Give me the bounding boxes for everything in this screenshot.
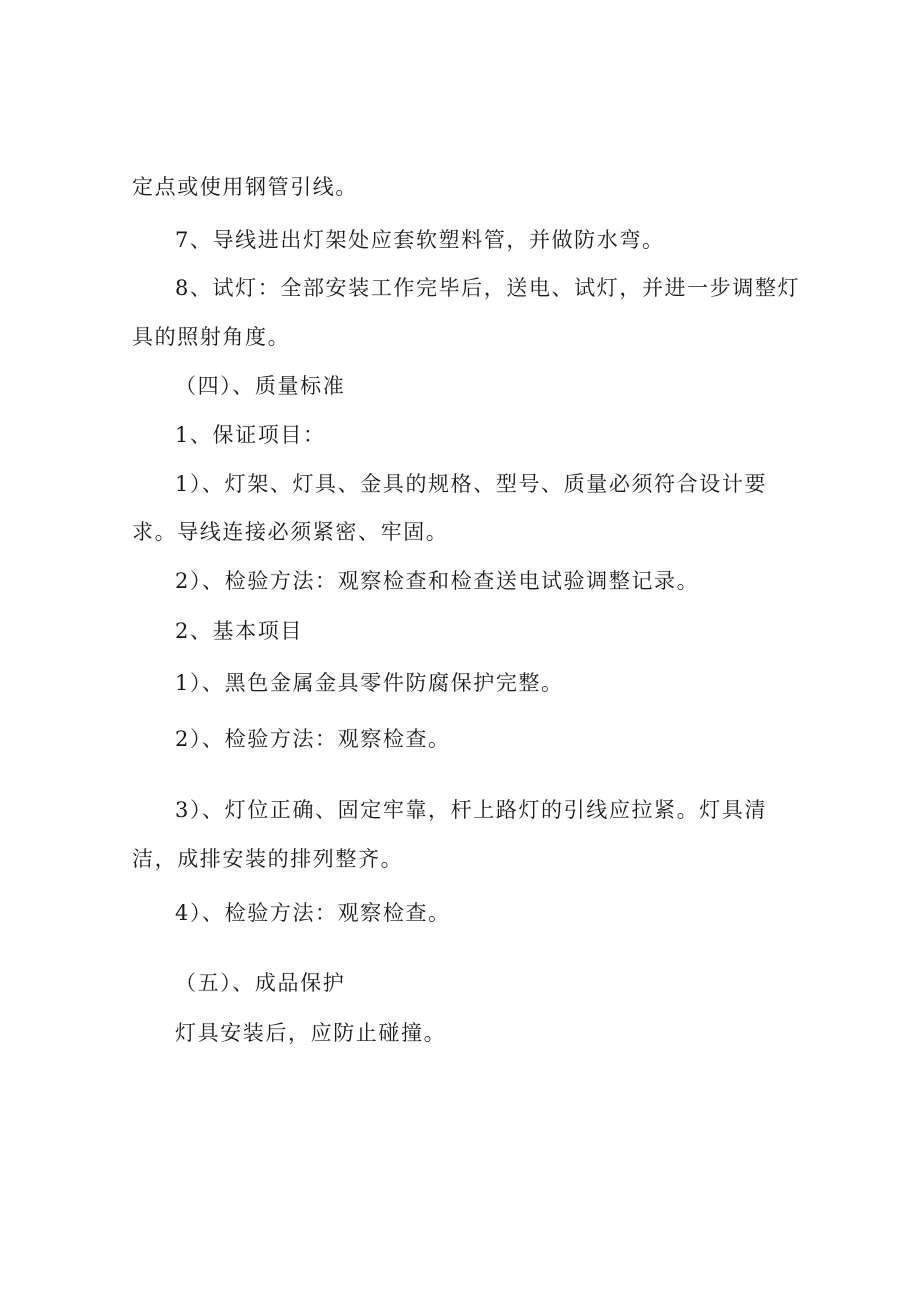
paragraph-line: 1）、灯架、灯具、金具的规格、型号、质量必须符合设计要	[175, 472, 768, 496]
paragraph-line: 2）、检验方法：观察检查和检查送电试验调整记录。	[175, 569, 700, 593]
paragraph-line: 7、导线进出灯架处应套软塑料管，并做防水弯。	[175, 228, 665, 252]
paragraph-line: 求。导线连接必须紧密、牢固。	[132, 520, 449, 544]
paragraph-line: 4）、检验方法：观察检查。	[175, 901, 451, 925]
paragraph-line: 3）、灯位正确、固定牢靠，杆上路灯的引线应拉紧。灯具清	[175, 798, 768, 822]
section-heading: （五）、成品保护	[175, 971, 346, 995]
paragraph-line: 2）、检验方法：观察检查。	[175, 727, 451, 751]
subsection-heading: 2、基本项目	[175, 619, 303, 643]
paragraph-line: 定点或使用钢管引线。	[132, 175, 358, 199]
paragraph-line: 灯具安装后，应防止碰撞。	[175, 1021, 447, 1045]
subsection-heading: 1、保证项目：	[175, 423, 326, 447]
paragraph-line: 具的照射角度。	[132, 325, 291, 349]
paragraph-line: 洁，成排安装的排列整齐。	[132, 847, 404, 871]
paragraph-line: 1）、黑色金属金具零件防腐保护完整。	[175, 671, 564, 695]
paragraph-line: 8、试灯：全部安装工作完毕后，送电、试灯，并进一步调整灯	[175, 276, 801, 300]
section-heading: （四）、质量标准	[175, 374, 346, 398]
